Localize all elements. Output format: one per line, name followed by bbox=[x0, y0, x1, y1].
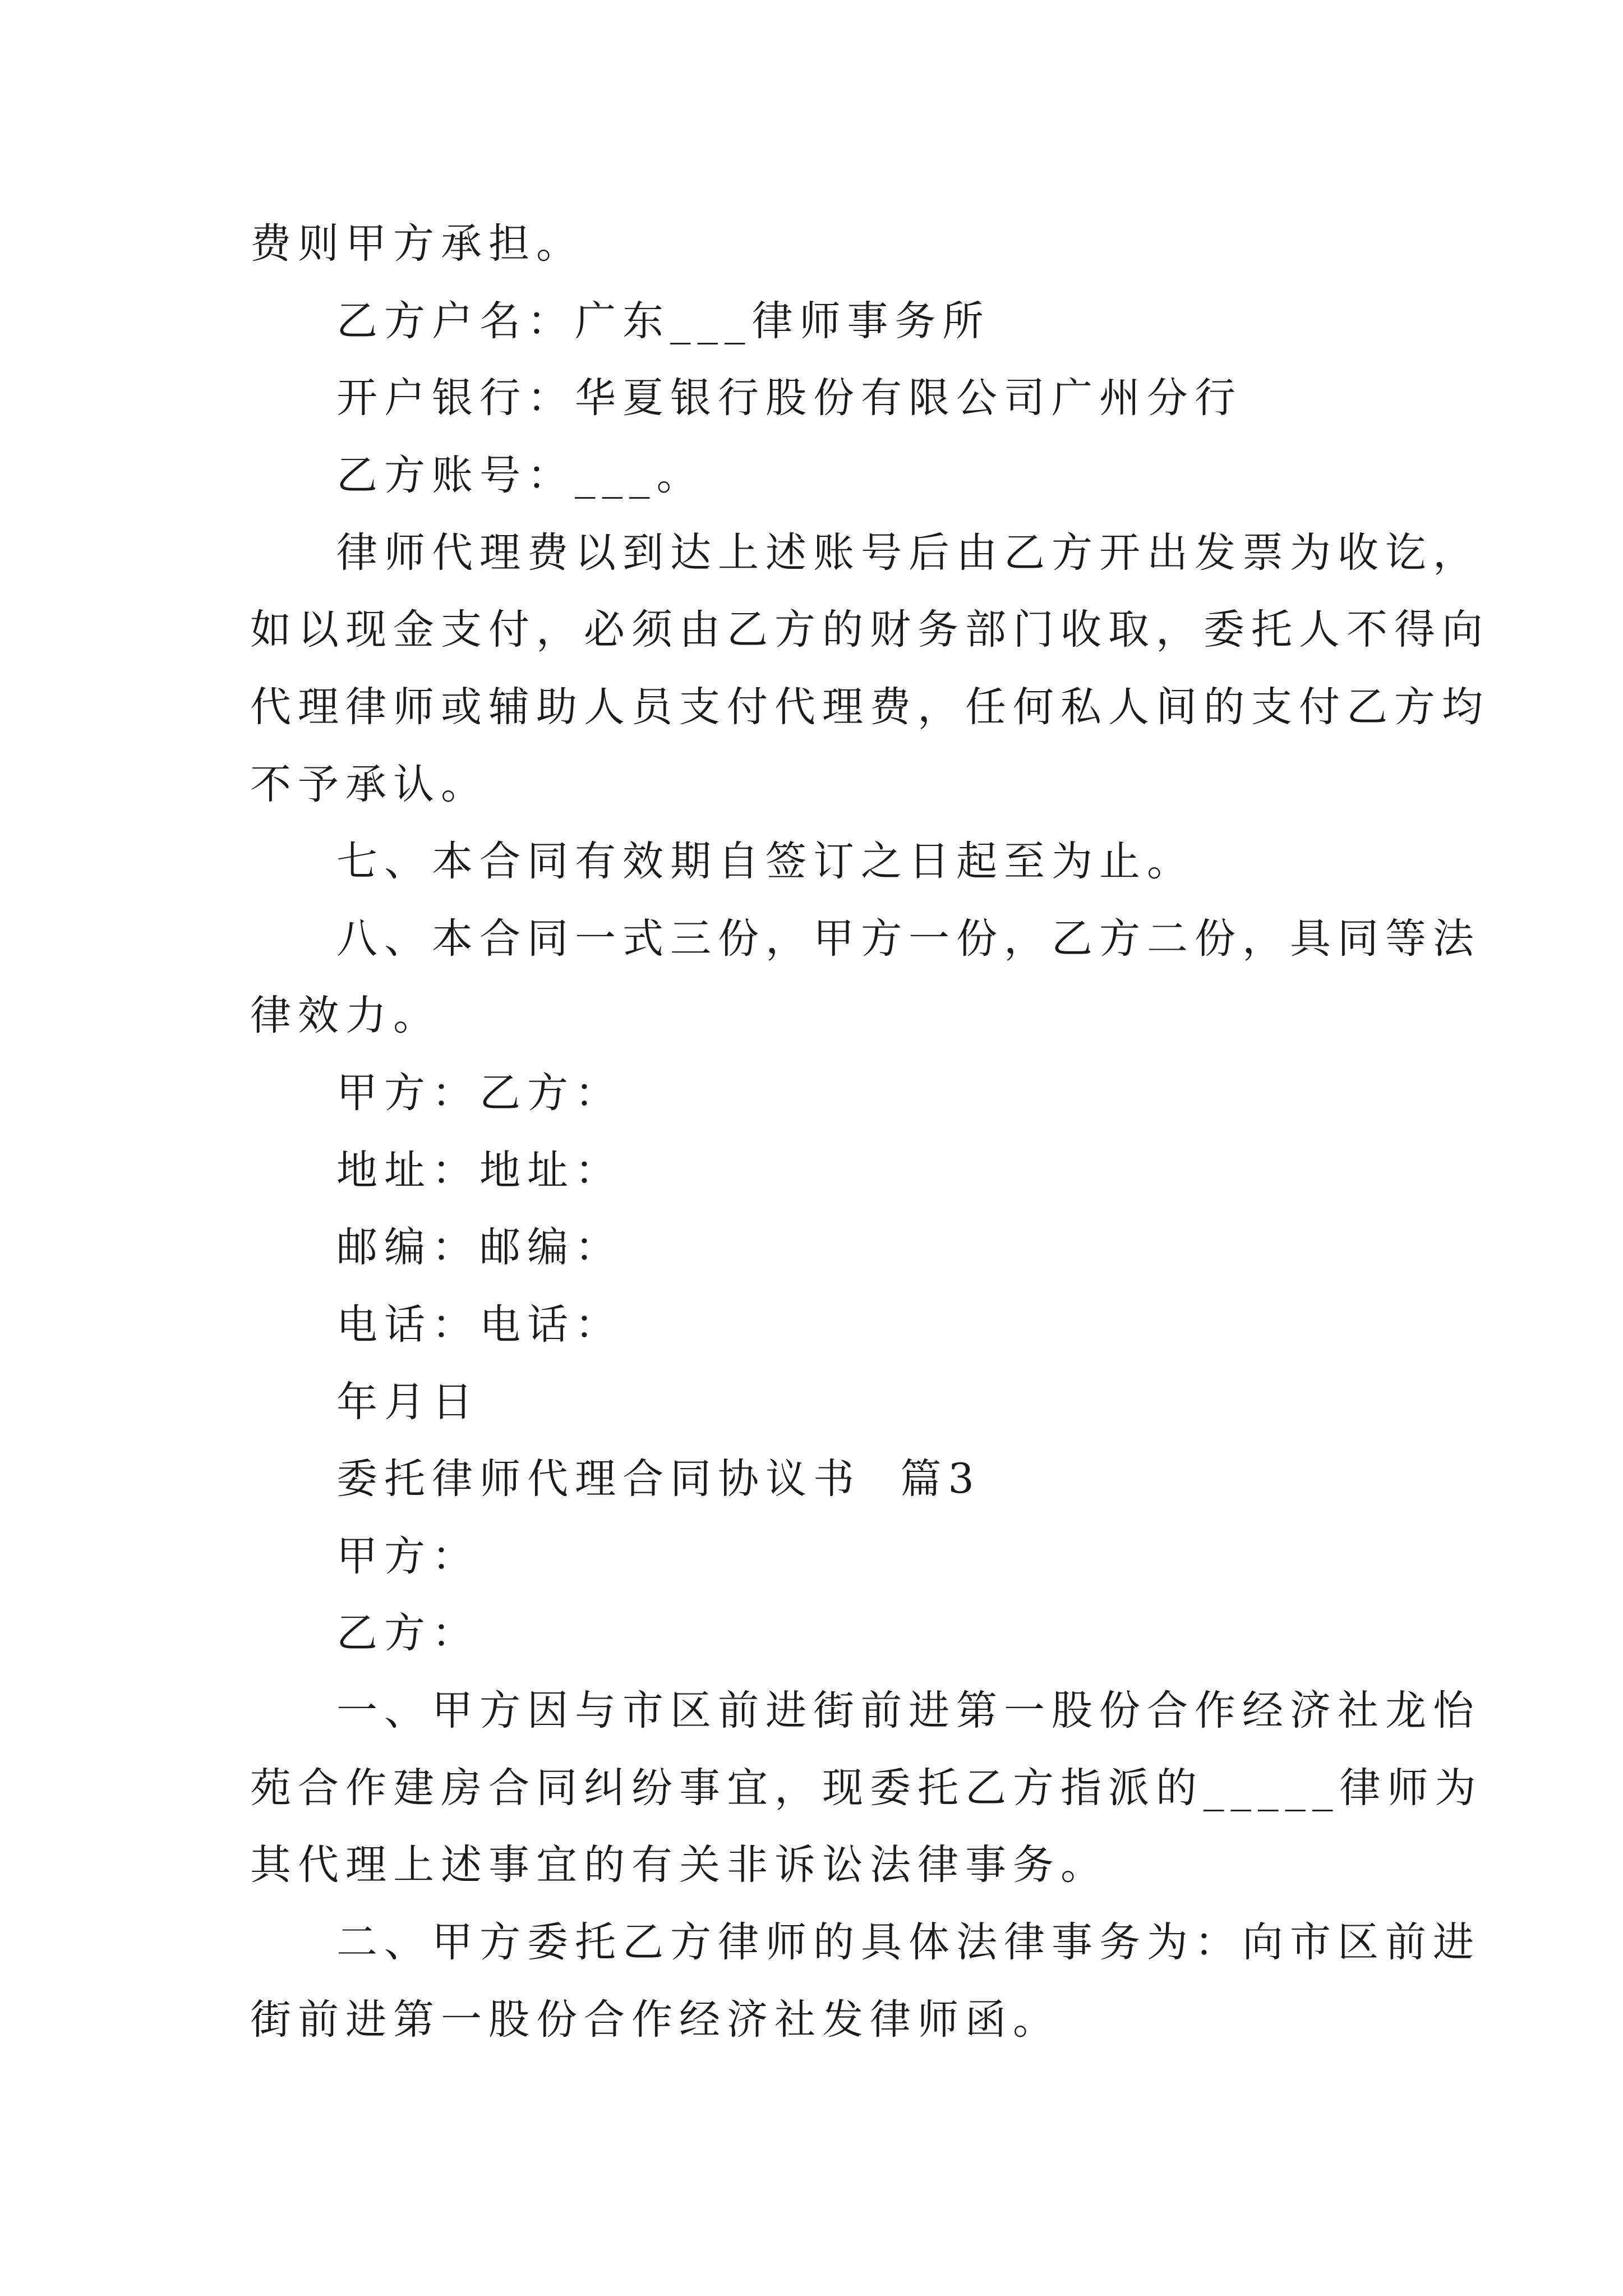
paragraph-line: 代理律师或辅助人员支付代理费，任何私人间的支付乙方均 bbox=[250, 683, 1490, 731]
paragraph-line: 律师代理费以到达上述账号后由乙方开出发票为收讫， bbox=[336, 529, 1481, 577]
paragraph-line: 律效力。 bbox=[250, 992, 441, 1039]
paragraph-line: 二、甲方委托乙方律师的具体法律事务为：向市区前进 bbox=[336, 1918, 1481, 1966]
paragraph-line: 乙方： bbox=[336, 1609, 479, 1657]
paragraph-line: 年月日 bbox=[336, 1378, 479, 1426]
section-heading: 委托律师代理合同协议书 篇3 bbox=[336, 1455, 981, 1503]
paragraph-line: 街前进第一股份合作经济社发律师函。 bbox=[250, 1996, 1061, 2044]
paragraph-line: 电话：电话： bbox=[336, 1301, 623, 1349]
paragraph-line: 如以现金支付，必须由乙方的财务部门收取，委托人不得向 bbox=[250, 606, 1490, 654]
paragraph-line: 乙方户名：广东___律师事务所 bbox=[336, 297, 990, 345]
paragraph-line: 八、本合同一式三份，甲方一份，乙方二份，具同等法 bbox=[336, 915, 1481, 963]
paragraph-line: 其代理上述事宜的有关非诉讼法律事务。 bbox=[250, 1841, 1108, 1889]
paragraph-line: 甲方： bbox=[336, 1533, 479, 1580]
paragraph-line: 一、甲方因与市区前进街前进第一股份合作经济社龙怡 bbox=[336, 1687, 1481, 1734]
paragraph-line: 地址：地址： bbox=[336, 1147, 623, 1194]
paragraph-line: 费则甲方承担。 bbox=[250, 220, 584, 268]
paragraph-line: 七、本合同有效期自签订之日起至为止。 bbox=[336, 838, 1195, 885]
paragraph-line: 苑合作建房合同纠纷事宜，现委托乙方指派的_____律师为 bbox=[250, 1764, 1483, 1812]
paragraph-line: 不予承认。 bbox=[250, 761, 488, 808]
paragraph-line: 甲方：乙方： bbox=[336, 1069, 623, 1117]
paragraph-line: 乙方账号：___。 bbox=[336, 452, 704, 499]
paragraph-line: 邮编：邮编： bbox=[336, 1223, 623, 1271]
paragraph-line: 开户银行：华夏银行股份有限公司广州分行 bbox=[336, 374, 1242, 422]
